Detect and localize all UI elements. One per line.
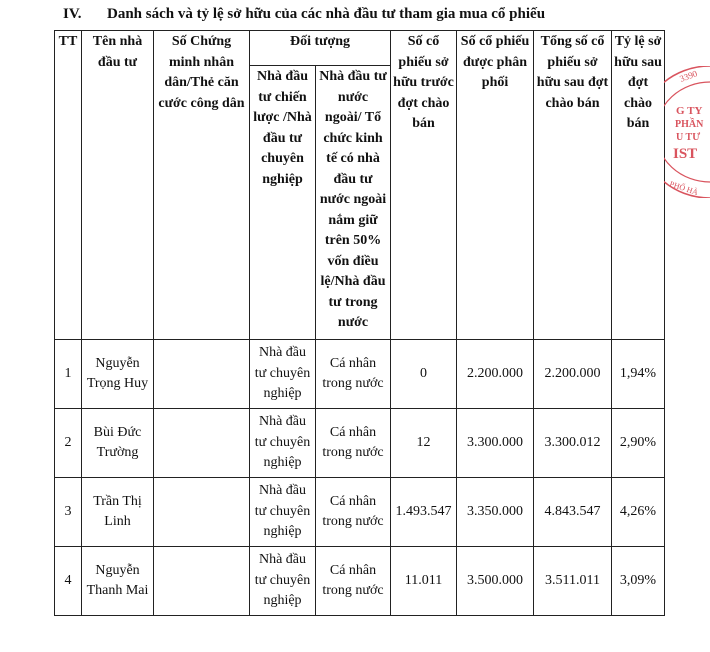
cell-shares-allocated: 3.300.000 — [457, 409, 534, 478]
cell-strategic: Nhà đầu tư chuyên nghiệp — [250, 340, 316, 409]
cell-shares-before: 1.493.547 — [391, 478, 457, 547]
cell-shares-allocated: 2.200.000 — [457, 340, 534, 409]
cell-shares-total: 3.300.012 — [534, 409, 612, 478]
header-shares-total: Tổng số cổ phiếu sở hữu sau đợt chào bán — [534, 31, 612, 340]
header-name: Tên nhà đầu tư — [82, 31, 154, 340]
cell-ratio: 1,94% — [612, 340, 665, 409]
cell-name: Nguyễn Trọng Huy — [82, 340, 154, 409]
seal-text-4: IST — [673, 146, 698, 162]
cell-strategic: Nhà đầu tư chuyên nghiệp — [250, 478, 316, 547]
header-shares-before: Số cổ phiếu sở hữu trước đợt chào bán — [391, 31, 457, 340]
cell-shares-allocated: 3.500.000 — [457, 547, 534, 616]
header-type-strategic: Nhà đầu tư chiến lược /Nhà đầu tư chuyên nghiệp — [250, 66, 316, 340]
cell-shares-before: 11.011 — [391, 547, 457, 616]
header-ratio: Tỷ lệ sở hữu sau đợt chào bán — [612, 31, 665, 340]
section-title: Danh sách và tỷ lệ sở hữu của các nhà đầu tư tham gia mua cổ phiếu — [107, 6, 546, 22]
cell-name: Bùi Đức Trường — [82, 409, 154, 478]
header-type-group: Đối tượng — [250, 31, 391, 66]
cell-id — [154, 478, 250, 547]
seal-text-0: 3390 — [678, 68, 699, 84]
table-row — [55, 409, 665, 478]
cell-name: Nguyễn Thanh Mai — [82, 547, 154, 616]
header-type-foreign: Nhà đầu tư nước ngoài/ Tổ chức kinh tế có nhà đầu tư nước ngoài nắm giữ trên 50% vốn điều lệ/Nhà đầu tư trong nước — [316, 66, 391, 340]
cell-ratio: 4,26% — [612, 478, 665, 547]
section-heading — [63, 6, 545, 23]
cell-ratio: 2,90% — [612, 409, 665, 478]
seal-graphic — [664, 66, 710, 198]
cell-shares-before: 0 — [391, 340, 457, 409]
cell-tt: 3 — [55, 478, 82, 547]
seal-text-2: PHẦN — [675, 119, 704, 130]
cell-shares-total: 3.511.011 — [534, 547, 612, 616]
seal-text-3: U TƯ — [676, 132, 701, 143]
table-row — [55, 478, 665, 547]
table-row — [55, 340, 665, 409]
table-row — [55, 547, 665, 616]
cell-shares-before: 12 — [391, 409, 457, 478]
cell-foreign: Cá nhân trong nước — [316, 409, 391, 478]
cell-strategic: Nhà đầu tư chuyên nghiệp — [250, 409, 316, 478]
header-shares-allocated: Số cổ phiếu được phân phối — [457, 31, 534, 340]
investor-table — [54, 30, 665, 616]
cell-id — [154, 409, 250, 478]
company-seal — [664, 66, 710, 198]
cell-shares-allocated: 3.350.000 — [457, 478, 534, 547]
seal-text-1: G TY — [676, 105, 703, 117]
cell-foreign: Cá nhân trong nước — [316, 340, 391, 409]
cell-tt: 1 — [55, 340, 82, 409]
cell-shares-total: 2.200.000 — [534, 340, 612, 409]
cell-id — [154, 340, 250, 409]
cell-strategic: Nhà đầu tư chuyên nghiệp — [250, 547, 316, 616]
header-id: Số Chứng minh nhân dân/Thẻ căn cước công dân — [154, 31, 250, 340]
cell-tt: 2 — [55, 409, 82, 478]
header-tt: TT — [55, 31, 82, 340]
cell-foreign: Cá nhân trong nước — [316, 478, 391, 547]
section-number: IV. — [63, 6, 82, 22]
cell-shares-total: 4.843.547 — [534, 478, 612, 547]
seal-text-5: PHỐ HÀ — [668, 179, 700, 198]
cell-tt: 4 — [55, 547, 82, 616]
cell-id — [154, 547, 250, 616]
cell-foreign: Cá nhân trong nước — [316, 547, 391, 616]
cell-ratio: 3,09% — [612, 547, 665, 616]
cell-name: Trần Thị Linh — [82, 478, 154, 547]
